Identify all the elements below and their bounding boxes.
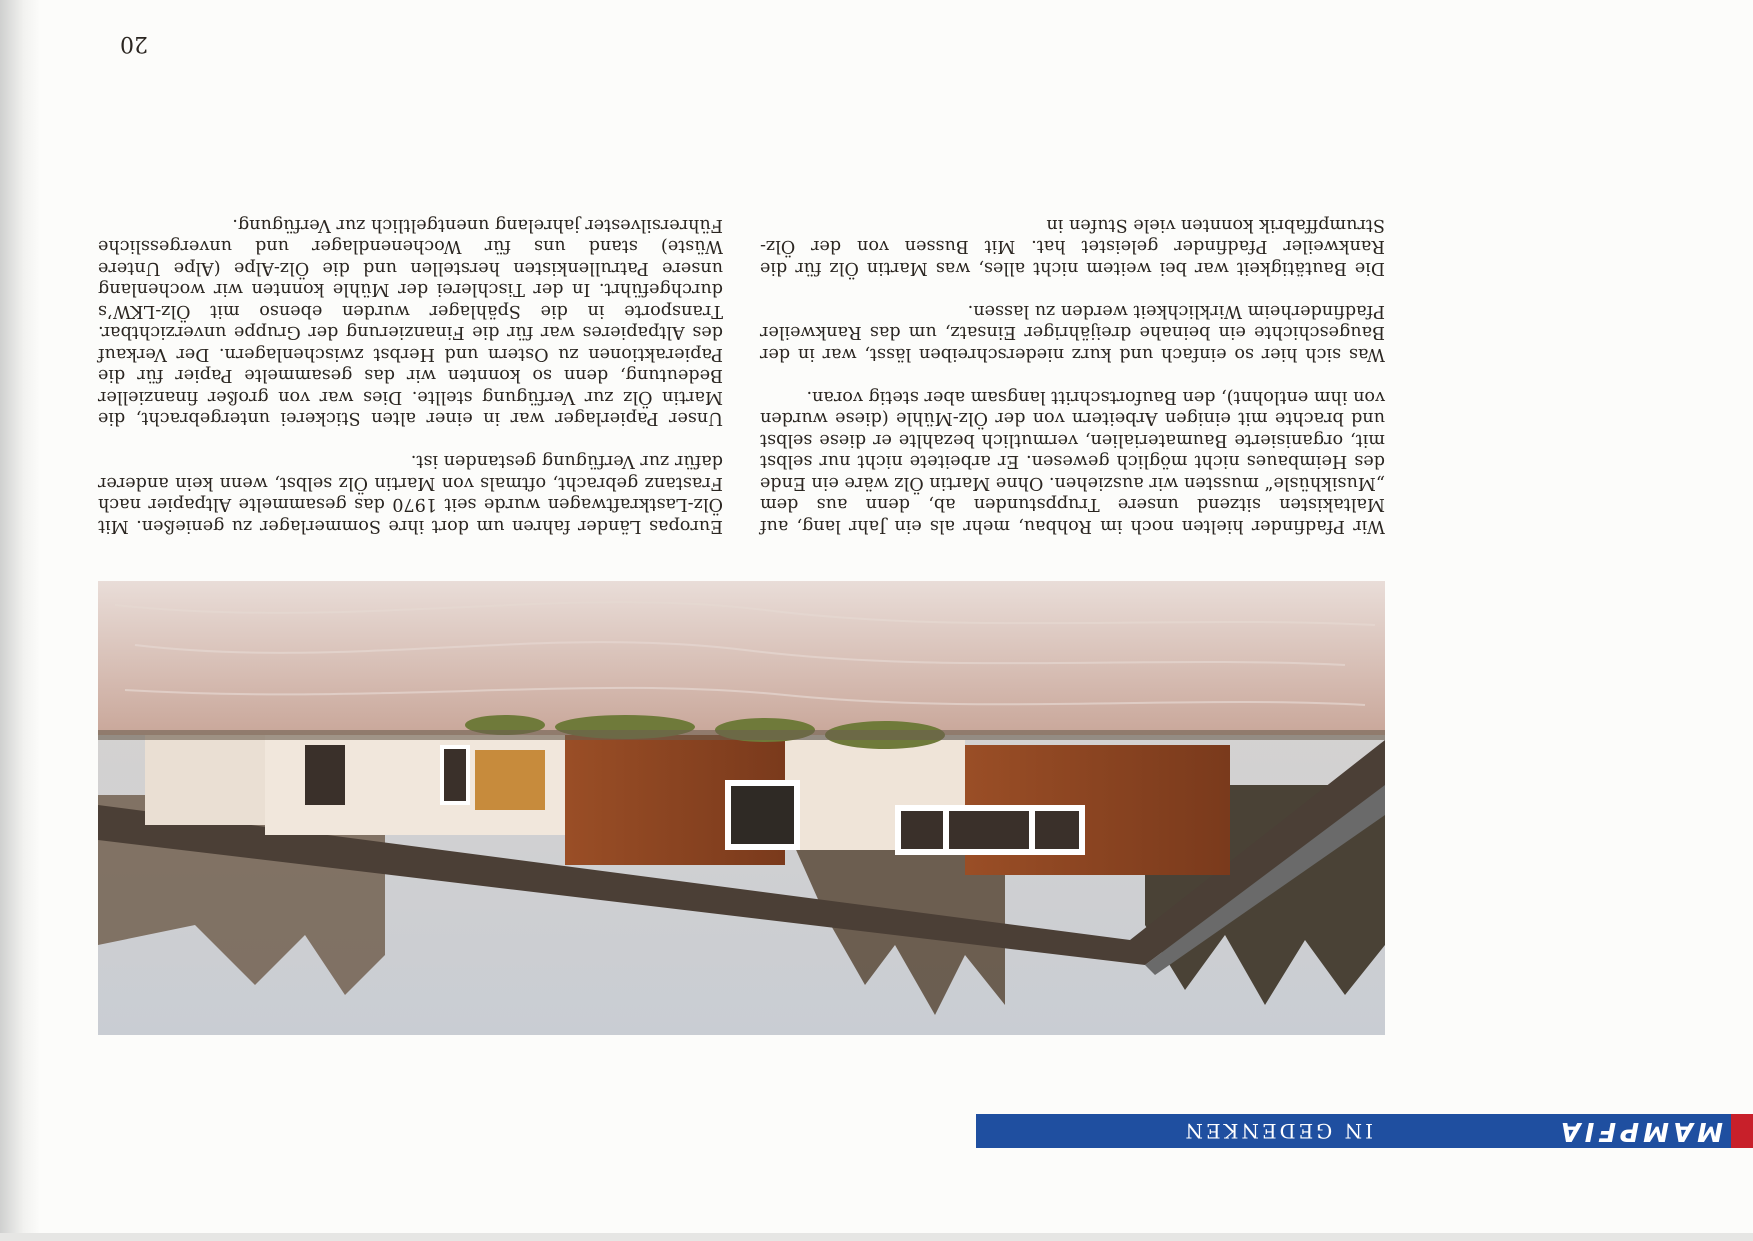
page-number: 20 xyxy=(120,31,148,56)
page-bottom-shadow xyxy=(0,1233,1753,1241)
brand-logo: MAMPFIA xyxy=(1556,1116,1723,1146)
paragraph: Die Bautätigkeit war bei weitem nicht alles, was Martin Ölz für die Rankweiler Pfadfinder geleistet hat. Mit Bussen von der Ölz-Strumpffabrik konnten viele Stufen in xyxy=(760,215,1385,278)
field-strip xyxy=(98,730,1385,740)
paragraph: Was sich hier so einfach und kurz niederschreiben lässt, war in der Baugeschichte ein beinahe dreijähriger Einsatz, um das Rankweiler Pfadfinderheim Wirklichkeit werden zu lassen. xyxy=(760,301,1385,364)
lawn xyxy=(98,581,1385,735)
paragraph: Wir Pfadfinder hielten noch im Rohbau, mehr als ein Jahr lang, auf Maltakisten sitzend unsere Truppstunden ab, denn aus dem „Musikhüsle“ mussten wir ausziehen. Ohne Martin Ölz wäre ein Ende des Heimbaues nicht möglich gewesen. Er arbeitete nicht nur selbst mit, organisierte Baumaterialien, vermutlich bezahlte er diese selbst und brachte mit einigen Arbeitern von der Ölz-Mühle (diese wurden von ihm entlohnt), den Baufortschritt langsam aber stetig voran. xyxy=(760,387,1385,536)
paragraph: Europas Länder fahren um dort ihre Sommerlager zu genießen. Mit Ölz-Lastkraftwagen wurde seit 1970 das gesammelte Altpapier nach Frastanz gebracht, oftmals von Martin Ölz selbst, wenn kein anderer dafür zur Verfügung gestanden ist. xyxy=(98,451,723,536)
section-title: IN GEDENKEN xyxy=(1182,1119,1373,1143)
house-photo-graphic xyxy=(98,581,1385,1035)
white-wall-3 xyxy=(145,735,265,825)
text-column-right xyxy=(98,214,723,537)
header-accent-stripe xyxy=(1731,1114,1753,1148)
paragraph: Unser Papierlager war in einer alten Stickerei untergebracht, die Martin Ölz zur Verfügung stellte. Dies war von großer finanzieller Bedeutung, denn so konnten wir das gesammelte Papier für die Papieraktionen zu Ostern und Herbst zwischenlagern. Der Verkauf des Altpapieres war für die Finanzierung der Gruppe unverzichtbar. Transporte in die Spählager wurden ebenso mit Ölz-LKW’s durchgeführt. In der Tischlerei der Mühle konnten wir wochenlang unsere Patrullenkisten herstellen und die Ölz-Alpe (Alpe Untere Wüste) stand uns für Wochenendlager und unvergessliche Führersilvester jahrelang unentgeltlich zur Verfügung. xyxy=(98,215,723,429)
house-photo xyxy=(98,581,1385,1035)
text-column-left xyxy=(760,214,1385,537)
